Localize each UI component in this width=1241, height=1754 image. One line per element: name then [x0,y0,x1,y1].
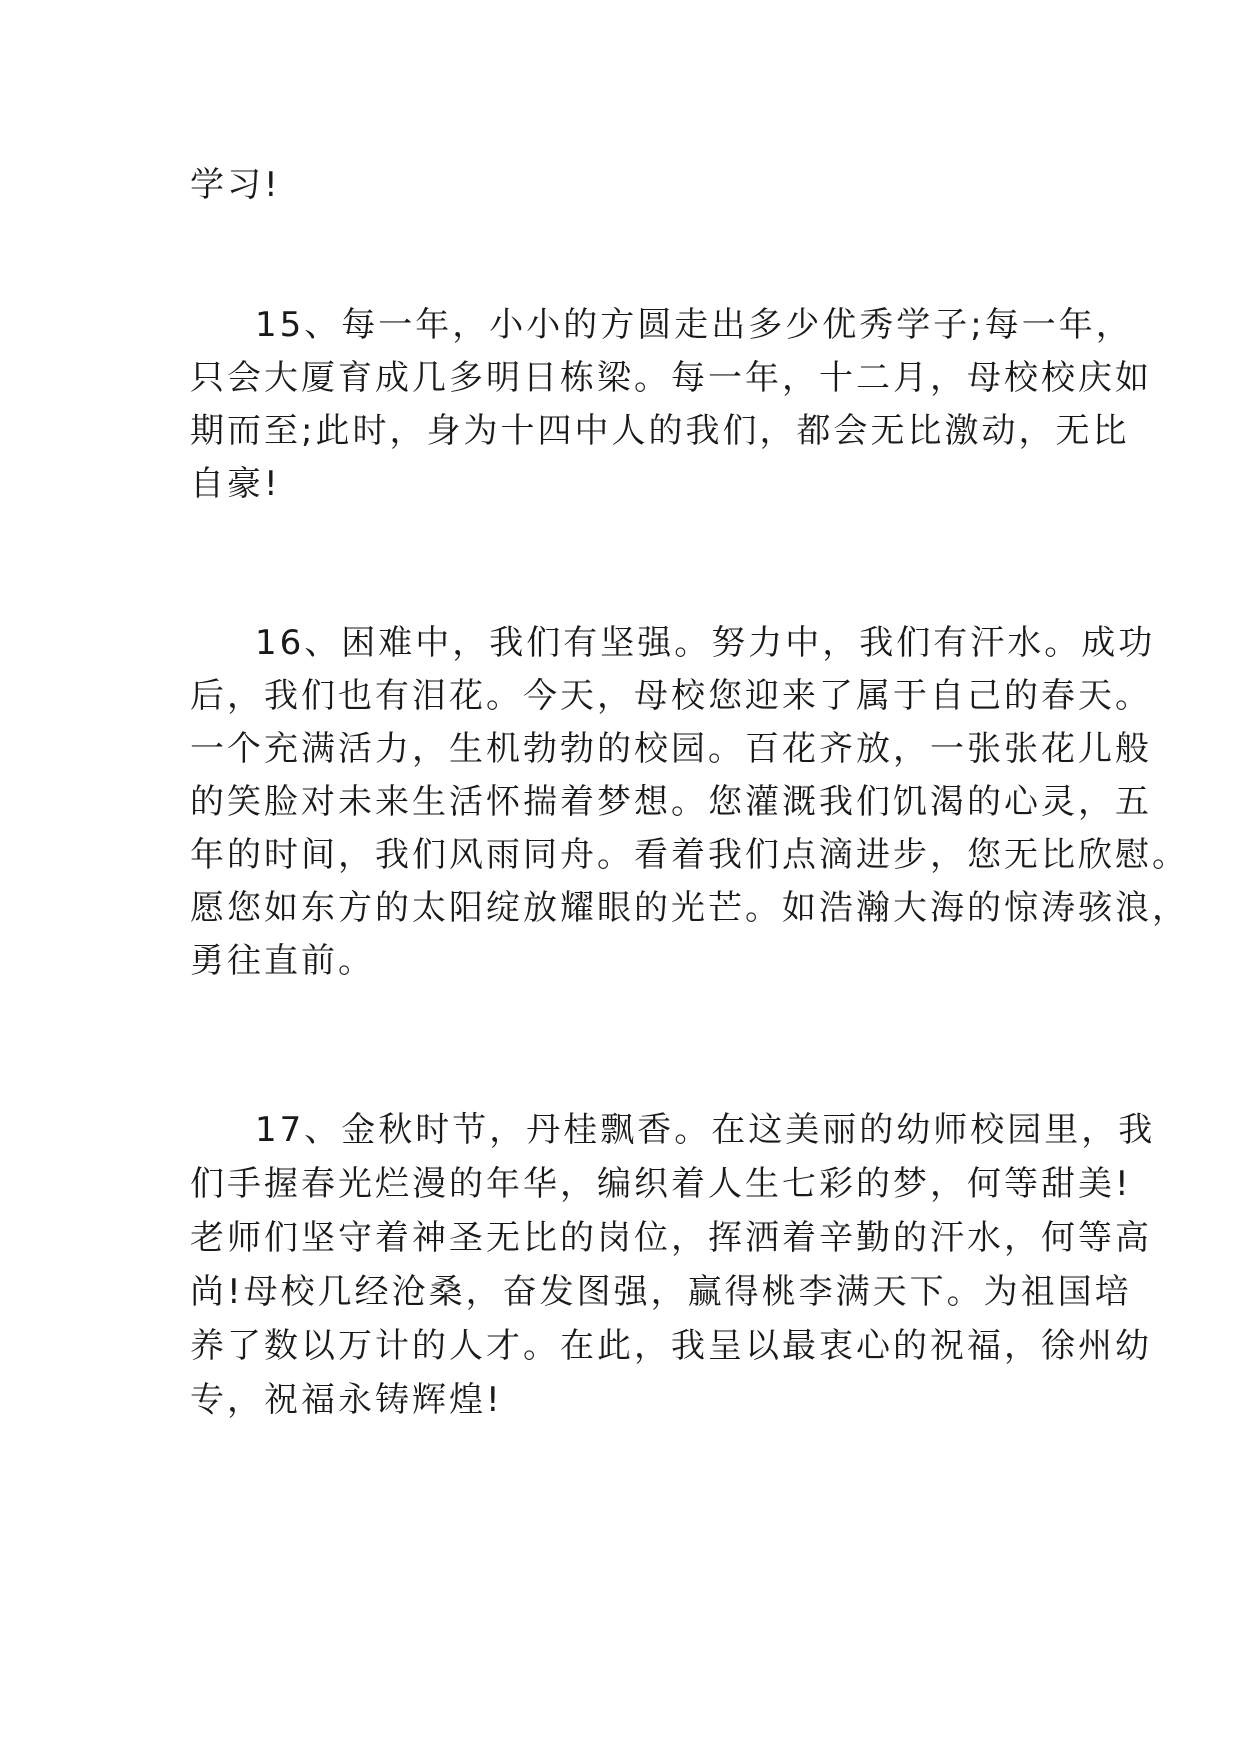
paragraph-17-line-6: 专，祝福永铸辉煌! [190,1380,503,1420]
paragraph-16-line-7: 勇往直前。 [190,941,375,981]
paragraph-17-line-3: 老师们坚守着神圣无比的岗位，挥洒着辛勤的汗水，何等高 [190,1218,1152,1258]
paragraph-17-line-2: 们手握春光烂漫的年华，编织着人生七彩的梦，何等甜美! [190,1164,1132,1204]
paragraph-15-line-3: 期而至;此时，身为十四中人的我们，都会无比激动，无比 [190,411,1130,451]
paragraph-16-line-3: 一个充满活力，生机勃勃的校园。百花齐放，一张张花儿般 [190,729,1152,769]
paragraph-17-line-1: 17、金秋时节，丹桂飘香。在这美丽的幼师校园里，我 [255,1110,1156,1150]
paragraph-16-line-6: 愿您如东方的太阳绽放耀眼的光芒。如浩瀚大海的惊涛骇浪， [190,888,1189,928]
paragraph-16-line-1: 16、困难中，我们有坚强。努力中，我们有汗水。成功 [255,623,1156,663]
paragraph-15-line-1: 15、每一年，小小的方圆走出多少优秀学子;每一年， [255,305,1133,345]
paragraph-16-line-4: 的笑脸对未来生活怀揣着梦想。您灌溉我们饥渴的心灵，五 [190,782,1152,822]
paragraph-16-line-2: 后，我们也有泪花。今天，母校您迎来了属于自己的春天。 [190,676,1152,716]
paragraph-15-line-4: 自豪! [190,464,281,504]
paragraph-fragment-top: 学习! [190,165,281,205]
paragraph-17-line-4: 尚!母校几经沧桑，奋发图强，赢得桃李满天下。为祖国培 [190,1272,1132,1312]
paragraph-16-line-5: 年的时间，我们风雨同舟。看着我们点滴进步，您无比欣慰。 [190,835,1189,875]
paragraph-15-line-2: 只会大厦育成几多明日栋梁。每一年，十二月，母校校庆如 [190,358,1152,398]
paragraph-17-line-5: 养了数以万计的人才。在此，我呈以最衷心的祝福，徐州幼 [190,1326,1152,1366]
